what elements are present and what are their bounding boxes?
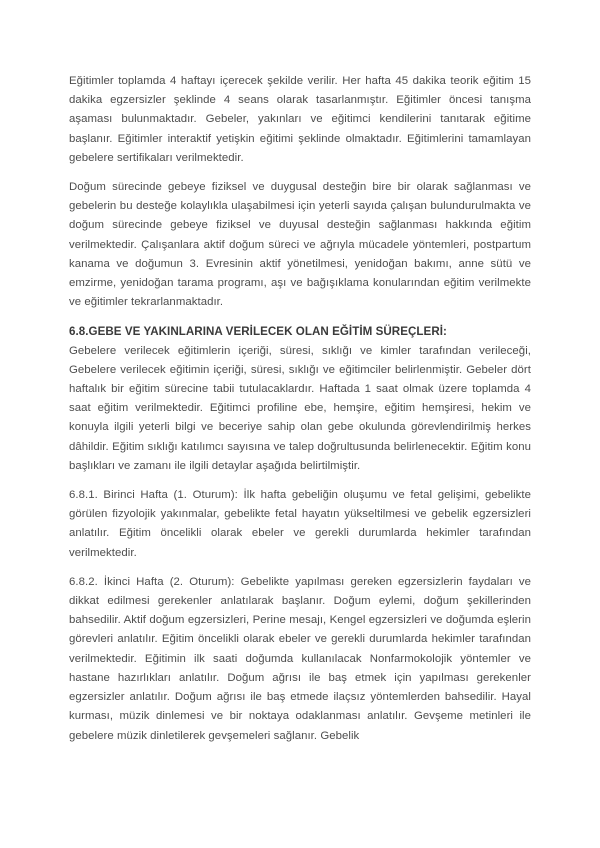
paragraph-training-overview: Eğitimler toplamda 4 haftayı içerecek şekilde verilir. Her hafta 45 dakika teorik eğitim 15 dakika egzersizler şeklinde 4 seans olarak tasarlanmıştır. Eğitimler öncesi tanışma aşaması bulunmaktadır. Gebeler, yakınları ve eğitimci kendilerini tanıtarak eğitime başlanır. Eğitimler interaktif yetişkin eğitimi şeklinde olmaktadır. Eğitimlerini tamamlayan gebelere sertifikaları verilmektedir. xyxy=(69,75,531,164)
section-body: Gebelere verilecek eğitimlerin içeriği, süresi, sıklığı ve kimler tarafından verileceği, Gebelere verilecek eğitimin içeriği, süresi, sıklığı ve eğitimciler belirlenmiştir. Gebeler dört haftalık bir eğitim sürecine tabii tutulacaklardır. Haftada 1 saat olmak üzere toplamda 4 saat eğitim verilmektedir. Eğitimci profiline ebe, hemşire, eğitim hemşiresi, hekim ve konuyla ilgili yeterli bilgi ve beceriye sahip olan gebe okulunda görevlendirilmiş herkes dâhildir. Eğitim sıklığı katılımcı sayısına ve talep doğrultusunda belirlenecektir. Eğitim konu başlıkları ve zamanı ile ilgili detaylar aşağıda belirtilmiştir. xyxy=(69,344,531,472)
paragraph-week-1: 6.8.1. Birinci Hafta (1. Oturum): İlk hafta gebeliğin oluşumu ve fetal gelişimi, gebelikte görülen fizyolojik yakınmalar, gebelikte fetal hayatın yükseltilmesi ve gebelik egzersizleri anlatılır. Eğitim öncelikli olarak ebeler ve gerekli durumlarda hekimler tarafından verilmektedir. xyxy=(69,489,531,559)
paragraph-birth-support: Doğum sürecinde gebeye fiziksel ve duygusal desteğin bire bir olarak sağlanması ve gebelerin bu desteğe kolaylıkla ulaşabilmesi için yeterli sayıda çalışan bulundurulmakta ve doğum sürecinde gebeye fiziksel ve duyusal desteğin sağlanması hakkında eğitim verilmektedir. Çalışanlara aktif doğum süreci ve ağrıyla mücadele yöntemleri, postpartum kanama ve doğumun 3. Evresinin aktif yönetilmesi, yenidoğan bakımı, anne sütü ve emzirme, yenidoğan tarama programı, aşı ve bağışıklama konularından eğitim verilmekte ve eğitimler tekrarlanmaktadır. xyxy=(69,181,531,309)
paragraph-week-2: 6.8.2. İkinci Hafta (2. Oturum): Gebelikte yapılması gereken egzersizlerin faydaları ve dikkat edilmesi gerekenler anlatılarak başlanır. Doğum eylemi, doğum şekillerinden bahsedilir. Aktif doğum egzersizleri, Perine mesajı, Kengel egzersizleri ve doğumda eşlerin görevleri anlatılır. Eğitim öncelikli olarak ebeler ve gerekli durumlarda hekimler tarafından verilmektedir. Eğitimin ilk saati doğumda kullanılacak Nonfarmokolojik yöntemler ve hastane hazırlıkları anlatılır. Doğum ağrısı ile baş etmek için yapılması gerekenler egzersizler anlatılır. Doğum ağrısı ile baş etmede ilaçsız yöntemlerden bahsedilir. Hayal kurması, müzik dinlemesi ve bir noktaya odaklanması anlatılır. Gevşeme metinleri ile gebelere müzik dinletilerek gevşemeleri sağlanır. Gebelik xyxy=(69,575,531,742)
section-education-processes xyxy=(69,322,531,476)
document-page xyxy=(69,72,531,756)
section-heading: 6.8.GEBE VE YAKINLARINA VERİLECEK OLAN EĞİTİM SÜREÇLERİ: xyxy=(69,325,447,339)
